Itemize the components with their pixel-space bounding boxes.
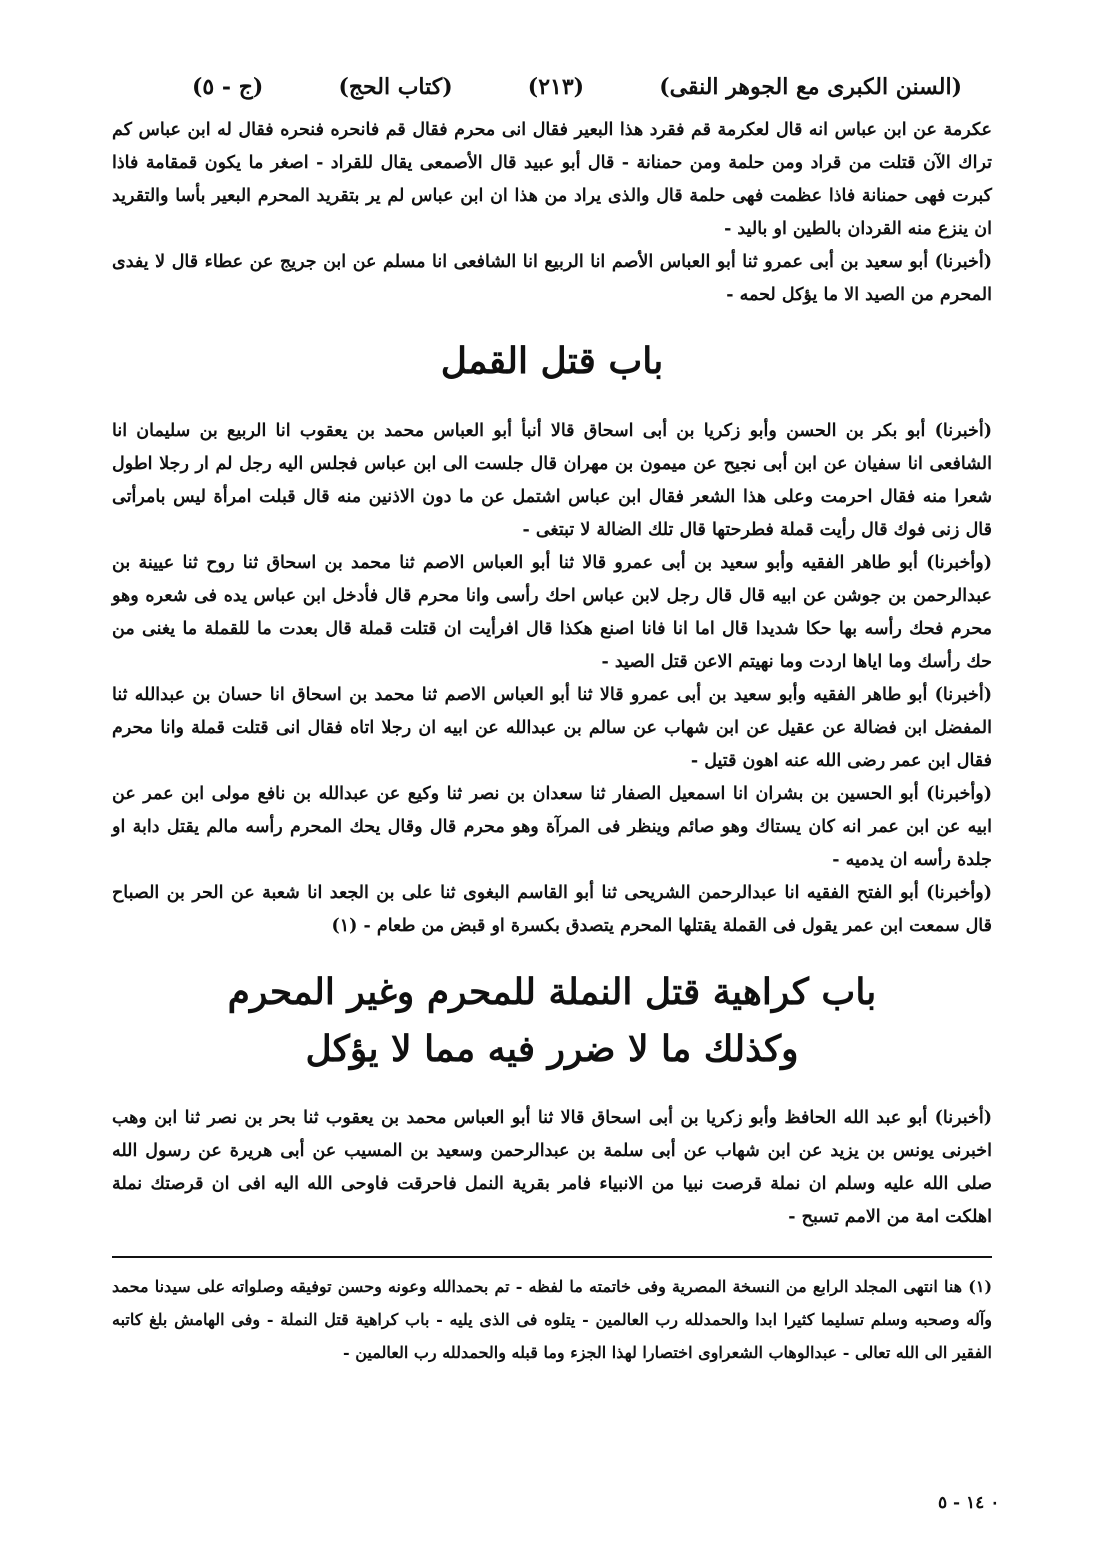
paragraph: (أخبرنا) أبو طاهر الفقيه وأبو سعيد بن أبى عمرو قالا ثنا أبو العباس الاصم ثنا محمد بن اسحاق انا حسان بن عبدالله ثنا المفضل ابن فضالة عن عقيل عن ابن شهاب عن سالم بن عبدالله عن ابيه ان رجلا اتاه فقال انى قتلت قملة وانا محرم فقال ابن عمر رضى الله عنه اهون قتيل - bbox=[112, 685, 992, 772]
paragraph: عكرمة عن ابن عباس انه قال لعكرمة قم فقرد هذا البعير فقال انى محرم فقال قم فانحره فنحره فقال له ابن عباس كم تراك الآن قتلت من قراد ومن حلمة ومن حمنانة - قال أبو عبيد قال الأصمعى يقال للقراد - اصغر ما يكون قمقامة فاذا كبرت فهى حمنانة فاذا عظمت فهى حلمة قال والذى يراد من هذا ان ابن عباس لم ير بتقريد المحرم البعير بأسا والتقريد ان ينزع منه القردان بالطين او باليد - bbox=[112, 120, 992, 239]
chapter-subtitle: وكذلك ما لا ضرر فيه مما لا يؤكل bbox=[305, 1028, 799, 1071]
header-title: (السنن الكبرى مع الجوهر النقى) bbox=[659, 74, 962, 100]
paragraph: (أخبرنا) أبو بكر بن الحسن وأبو زكريا بن أبى اسحاق قالا أنبأ أبو العباس محمد بن يعقوب انا الربيع بن سليمان انا الشافعى انا سفيان عن ابن أبى نجيح عن ميمون بن مهران قال جلست الى ابن عباس فجلس اليه رجل لم ار رجلا اطول شعرا منه فقال احرمت وعلى هذا الشعر فقال ابن عباس اشتمل عن ما دون الاذنين منه قال قبلت امرأة ليس بامرأتى قال زنى فوك قال رأيت قملة فطرحتها قال تلك الضالة لا تبتغى - bbox=[112, 421, 992, 541]
paragraph: (وأخبرنا) أبو الفتح الفقيه انا عبدالرحمن الشريحى ثنا أبو القاسم البغوى ثنا على بن الجعد انا شعبة عن الحر بن الصباح قال سمعت ابن عمر يقول فى القملة يقتلها المحرم يتصدق بكسرة او قبض من طعام - (١) bbox=[112, 883, 992, 937]
header-volume: (ج - ٥) bbox=[192, 74, 264, 100]
printer-signature: ٠ ١٤ - ٥ bbox=[938, 1493, 1000, 1513]
running-header bbox=[152, 60, 992, 114]
chapter-title: باب كراهية قتل النملة للمحرم وغير المحرم bbox=[227, 971, 877, 1014]
document-page bbox=[112, 60, 992, 1369]
footnote-divider bbox=[112, 1256, 992, 1258]
footnote: (١) هنا انتهى المجلد الرابع من النسخة المصرية وفى خاتمته ما لفظه - تم بحمدالله وعونه وحسن توفيقه وصلواته على سيدنا محمد وآله وصحبه وسلم تسليما كثيرا ابدا والحمدلله رب العالمين - يتلوه فى الذى يليه - باب كراهية قتل النملة - وفى الهامش بلغ كاتبه الفقير الى الله تعالى - عبدالوهاب الشعراوى اختصارا لهذا الجزء وما قبله والحمدلله رب العالمين - bbox=[112, 1276, 993, 1362]
paragraph: (وأخبرنا) أبو طاهر الفقيه وأبو سعيد بن أبى عمرو قالا ثنا أبو العباس الاصم ثنا محمد بن اسحاق ثنا روح ثنا عيينة بن عبدالرحمن بن جوشن عن ابيه قال قال رجل لابن عباس احك رأسى وانا محرم قال فأدخل ابن عباس يده فى شعره وهو محرم فحك رأسه بها حكا شديدا قال اما انا فانا اصنع هكذا قال افرأيت ان قتلت قملة قال بعدت ما للقملة ما يغنى من حك رأسك وما اياها اردت وما نهيتم الاعن قتل الصيد - bbox=[112, 553, 992, 673]
header-book: (كتاب الحج) bbox=[338, 74, 453, 100]
paragraph: (أخبرنا) أبو عبد الله الحافظ وأبو زكريا بن أبى اسحاق قالا ثنا أبو العباس محمد بن يعقوب ثنا بحر بن نصر ثنا ابن وهب اخبرنى يونس بن يزيد عن ابن شهاب عن أبى سلمة بن عبدالرحمن وسعيد بن المسيب عن أبى هريرة عن رسول الله صلى الله عليه وسلم ان نملة قرصت نبيا من الانبياء فامر بقرية النمل فاحرقت فاوحى الله اليه افى ان قرصتك نملة اهلكت امة من الامم تسبح - bbox=[112, 1107, 992, 1227]
header-page-number: (٢١٣) bbox=[527, 74, 585, 100]
chapter-title: باب قتل القمل bbox=[440, 340, 664, 382]
paragraph: (وأخبرنا) أبو الحسين بن بشران انا اسمعيل الصفار ثنا سعدان بن نصر ثنا وكيع عن عبدالله بن نافع مولى ابن عمر عن ابيه عن ابن عمر انه كان يستاك وهو صائم وينظر فى المرآة وهو محرم قال وقال يحك المحرم رأسه مالم يقتل دابة او جلدة رأسه ان يدميه - bbox=[112, 784, 992, 871]
paragraph: (أخبرنا) أبو سعيد بن أبى عمرو ثنا أبو العباس الأصم انا الربيع انا الشافعى انا مسلم عن ابن جريج عن عطاء قال لا يفدى المحرم من الصيد الا ما يؤكل لحمه - bbox=[112, 252, 992, 305]
